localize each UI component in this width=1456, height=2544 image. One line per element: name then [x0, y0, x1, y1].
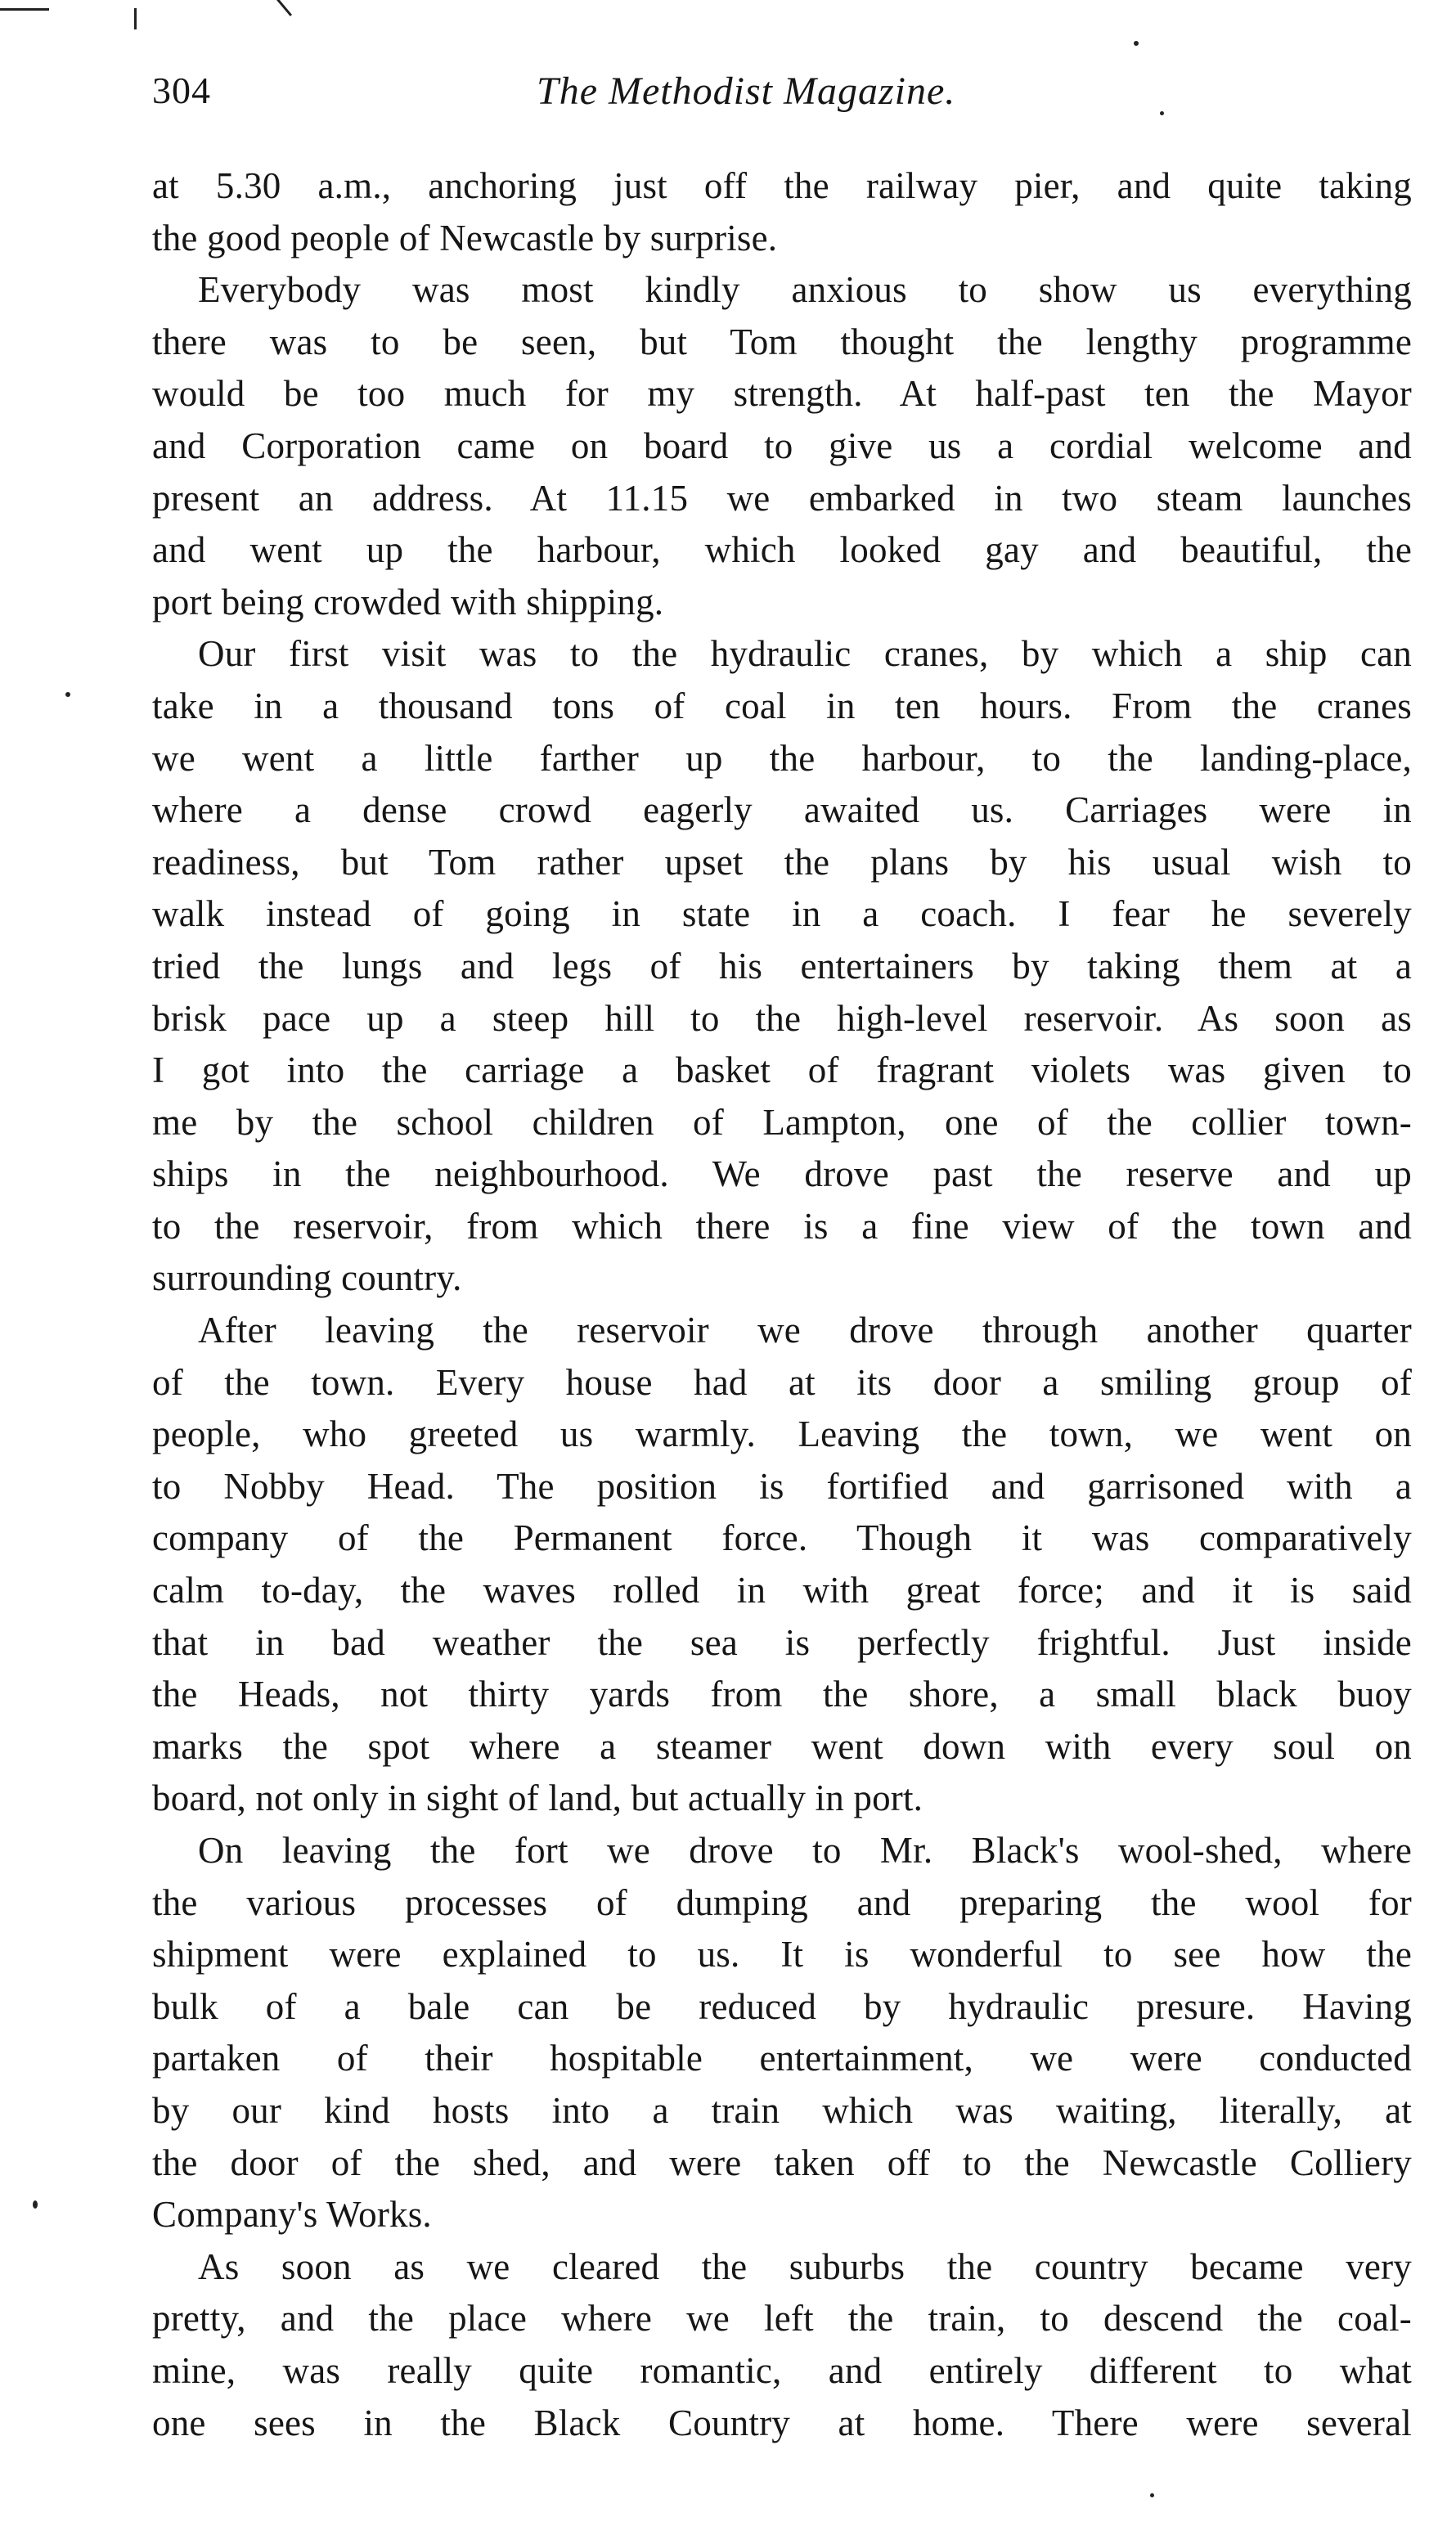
text-line: walk instead of going in state in a coach. I fear he severely — [152, 893, 1412, 935]
text-line: at 5.30 a.m., anchoring just off the railway pier, and quite taking — [152, 165, 1412, 206]
running-title: The Methodist Magazine. — [537, 70, 956, 113]
text-line: company of the Permanent force. Though it was comparatively — [152, 1517, 1412, 1559]
scan-mark — [134, 8, 137, 29]
text-line: one sees in the Black Country at home. There were several — [152, 2402, 1412, 2443]
text-line: the various processes of dumping and preparing the wool for — [152, 1881, 1412, 1923]
text-line: calm to-day, the waves rolled in with great force; and it is said — [152, 1570, 1412, 1611]
text-line: ships in the neighbourhood. We drove past the reserve and up — [152, 1153, 1412, 1195]
text-line: by our kind hosts into a train which was waiting, literally, at — [152, 2089, 1412, 2131]
text-line: and Corporation came on board to give us a cordial welcome and — [152, 425, 1412, 466]
text-line: people, who greeted us warmly. Leaving the town, we went on — [152, 1414, 1412, 1455]
text-line: me by the school children of Lampton, one of the collier town- — [152, 1101, 1412, 1143]
text-line: the Heads, not thirty yards from the shore, a small black buoy — [152, 1674, 1412, 1715]
text-line: pretty, and the place where we left the train, to descend the coal- — [152, 2298, 1412, 2339]
text-line: there was to be seen, but Tom thought the lengthy programme — [152, 321, 1412, 362]
scan-speck — [33, 2200, 38, 2209]
text-line: present an address. At 11.15 we embarked in two steam launches — [152, 477, 1412, 519]
text-line: tried the lungs and legs of his entertainers by taking them at a — [152, 945, 1412, 987]
text-line: I got into the carriage a basket of fragrant violets was given to — [152, 1050, 1412, 1091]
text-line: to the reservoir, from which there is a fine view of the town and — [152, 1205, 1412, 1247]
text-line: that in bad weather the sea is perfectly frightful. Just inside — [152, 1621, 1412, 1663]
page-number: 304 — [152, 70, 211, 111]
scan-mark — [276, 0, 292, 16]
text-line: surrounding country. — [152, 1257, 462, 1299]
text-line: to Nobby Head. The position is fortified and garrisoned with a — [152, 1465, 1412, 1507]
text-line: After leaving the reservoir we drove through another quarter — [198, 1310, 1412, 1351]
text-line: As soon as we cleared the suburbs the country became very — [198, 2245, 1412, 2287]
scan-speck — [1150, 2493, 1154, 2497]
text-line: the door of the shed, and were taken off to the Newcastle Colliery — [152, 2142, 1412, 2183]
text-line: On leaving the fort we drove to Mr. Black's wool-shed, where — [198, 1830, 1412, 1871]
text-line: would be too much for my strength. At half-past ten the Mayor — [152, 373, 1412, 415]
page-header — [152, 69, 1428, 126]
text-line: port being crowded with shipping. — [152, 581, 664, 623]
body-text — [152, 160, 1412, 2449]
text-line: shipment were explained to us. It is wonderful to see how the — [152, 1934, 1412, 1975]
text-line: partaken of their hospitable entertainment, we were conducted — [152, 2038, 1412, 2079]
text-line: bulk of a bale can be reduced by hydraulic presure. Having — [152, 1985, 1412, 2027]
text-line: and went up the harbour, which looked gay and beautiful, the — [152, 529, 1412, 571]
text-line: readiness, but Tom rather upset the plans by his usual wish to — [152, 841, 1412, 883]
text-line: of the town. Every house had at its door a smiling group of — [152, 1361, 1412, 1403]
text-line: board, not only in sight of land, but actually in port. — [152, 1778, 923, 1819]
text-line: brisk pace up a steep hill to the high-level reservoir. As soon as — [152, 997, 1412, 1039]
text-line: Everybody was most kindly anxious to show us everything — [198, 269, 1412, 311]
scan-speck — [1134, 41, 1139, 46]
text-line: we went a little farther up the harbour, to the landing-place, — [152, 737, 1412, 779]
scan-speck — [65, 692, 70, 697]
text-line: Company's Works. — [152, 2194, 432, 2236]
text-line: Our first visit was to the hydraulic cranes, by which a ship can — [198, 633, 1412, 675]
text-line: mine, was really quite romantic, and entirely different to what — [152, 2349, 1412, 2391]
text-line: take in a thousand tons of coal in ten hours. From the cranes — [152, 685, 1412, 726]
text-line: the good people of Newcastle by surprise. — [152, 217, 778, 258]
text-line: where a dense crowd eagerly awaited us. Carriages were in — [152, 789, 1412, 831]
scan-mark — [0, 8, 49, 11]
text-line: marks the spot where a steamer went down with every soul on — [152, 1725, 1412, 1767]
